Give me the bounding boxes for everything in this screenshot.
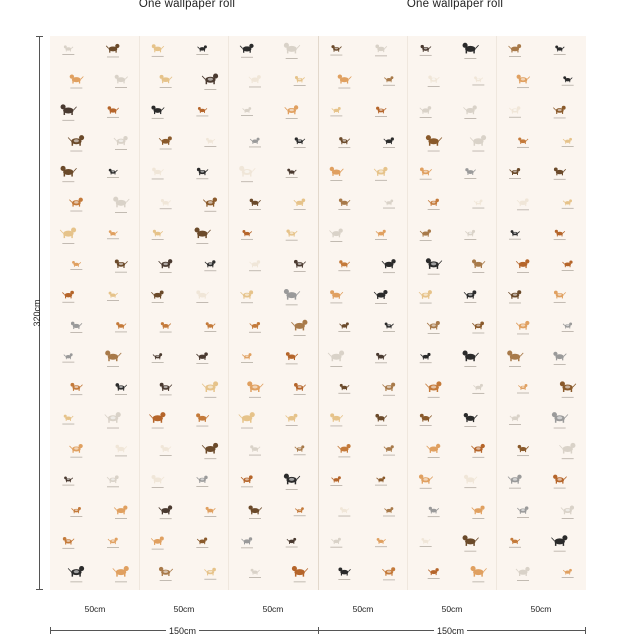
dog-illustration xyxy=(64,476,73,482)
dog-illustration xyxy=(250,138,259,144)
dog-illustration xyxy=(251,569,260,575)
dog-illustration xyxy=(287,538,296,544)
dog-illustration xyxy=(518,137,528,144)
dog-illustration xyxy=(507,351,523,362)
dog-illustration xyxy=(554,291,566,299)
dog-illustration xyxy=(560,381,576,392)
dog-illustration xyxy=(197,476,208,483)
dog-illustration xyxy=(202,381,218,392)
panel-width-label: 50cm xyxy=(173,604,195,614)
dog-illustration xyxy=(375,45,386,53)
dog-illustration xyxy=(376,353,386,360)
dog-illustration xyxy=(429,507,439,514)
dog-illustration xyxy=(382,567,395,575)
dog-illustration xyxy=(421,45,431,52)
dog-illustration xyxy=(377,476,386,482)
roll-width-tick xyxy=(50,627,51,634)
dog-illustration xyxy=(428,568,439,575)
dog-illustration xyxy=(64,415,73,421)
dog-illustration xyxy=(561,506,574,515)
dog-illustration xyxy=(419,290,432,299)
roll-title-right: One wallpaper roll xyxy=(406,0,504,10)
dog-illustration xyxy=(240,44,254,53)
dog-illustration xyxy=(106,44,119,53)
dog-illustration xyxy=(553,106,565,114)
dog-illustration xyxy=(196,352,207,360)
dog-illustration xyxy=(464,290,476,298)
dog-illustration xyxy=(159,505,172,514)
dog-illustration xyxy=(196,290,208,298)
dog-illustration xyxy=(108,106,119,113)
dog-illustration xyxy=(61,104,77,115)
dog-illustration xyxy=(426,258,442,269)
dog-illustration xyxy=(295,137,305,144)
dog-illustration xyxy=(115,75,128,84)
dog-illustration xyxy=(205,260,216,267)
dog-illustration xyxy=(160,383,172,391)
wallpaper-preview xyxy=(50,36,586,590)
dog-illustration xyxy=(421,538,430,544)
dog-illustration xyxy=(60,227,76,238)
dog-illustration xyxy=(63,537,74,544)
dog-illustration xyxy=(374,290,387,299)
dog-illustration xyxy=(64,45,73,51)
dog-illustration xyxy=(108,538,118,545)
dog-illustration xyxy=(516,259,529,268)
dog-illustration xyxy=(71,507,80,513)
dog-illustration xyxy=(420,229,431,236)
dog-illustration xyxy=(384,137,394,144)
dog-illustration xyxy=(151,106,164,114)
dog-illustration xyxy=(377,538,386,544)
panel-divider xyxy=(139,36,140,590)
dog-illustration xyxy=(250,322,260,329)
dog-illustration xyxy=(508,475,522,484)
dog-illustration xyxy=(105,351,121,362)
dog-illustration xyxy=(518,445,529,452)
roll-title-left: One wallpaper roll xyxy=(138,0,236,10)
dog-illustration xyxy=(510,168,521,175)
dog-illustration xyxy=(159,136,172,144)
dog-illustration xyxy=(553,352,566,361)
dog-illustration xyxy=(151,537,164,545)
dog-illustration xyxy=(470,135,486,146)
dog-illustration xyxy=(471,566,487,577)
dog-illustration xyxy=(295,445,305,451)
dog-illustration xyxy=(206,507,216,513)
dog-illustration xyxy=(109,230,118,236)
dog-illustration xyxy=(554,168,566,176)
dog-illustration xyxy=(203,198,217,207)
dog-illustration xyxy=(294,383,306,391)
roll-width-label-right: 150cm xyxy=(434,626,467,636)
dog-illustration xyxy=(195,227,211,238)
dog-illustration xyxy=(563,322,572,328)
dog-illustration xyxy=(332,107,341,113)
dog-illustration xyxy=(153,230,163,237)
dog-illustration xyxy=(161,322,171,329)
dog-illustration xyxy=(161,199,171,206)
dog-illustration xyxy=(427,444,441,453)
dog-illustration xyxy=(331,45,341,52)
dog-illustration xyxy=(206,138,215,144)
dog-illustration xyxy=(107,475,119,483)
dog-illustration xyxy=(428,199,439,206)
dog-illustration xyxy=(330,167,344,176)
dog-illustration xyxy=(339,199,350,206)
dog-illustration xyxy=(250,260,261,267)
dog-illustration xyxy=(285,105,299,114)
dog-illustration xyxy=(161,445,171,452)
dog-illustration xyxy=(517,75,530,84)
dog-illustration xyxy=(71,322,82,329)
dog-illustration xyxy=(250,199,261,206)
dog-illustration xyxy=(340,322,349,328)
dog-illustration xyxy=(518,384,527,390)
dog-illustration xyxy=(243,107,252,113)
dog-illustration xyxy=(553,475,567,484)
dog-illustration xyxy=(152,44,164,52)
dog-illustration xyxy=(152,168,163,176)
dog-illustration xyxy=(105,412,121,423)
dog-illustration xyxy=(510,538,520,544)
dog-illustration xyxy=(472,506,485,515)
dog-illustration xyxy=(376,107,386,114)
dog-illustration xyxy=(242,353,251,359)
dog-illustration xyxy=(71,383,83,391)
dog-illustration xyxy=(330,413,343,421)
dog-illustration xyxy=(332,476,341,482)
dog-illustration xyxy=(420,168,432,176)
dog-illustration xyxy=(427,321,440,329)
dog-illustration xyxy=(113,197,129,208)
dog-illustration xyxy=(70,444,83,453)
dog-illustration xyxy=(330,290,343,299)
dog-illustration xyxy=(198,107,207,113)
dog-illustration xyxy=(151,290,163,298)
dog-illustration xyxy=(421,353,431,360)
dog-illustration xyxy=(340,384,349,390)
dog-illustration xyxy=(474,76,483,82)
dog-illustration xyxy=(247,381,263,392)
dog-illustration xyxy=(384,76,393,82)
panel-width-label: 50cm xyxy=(530,604,552,614)
dog-illustration xyxy=(517,506,528,513)
dog-illustration xyxy=(555,230,565,237)
dog-illustration xyxy=(428,75,439,82)
panel-width-label: 50cm xyxy=(262,604,284,614)
dog-illustration xyxy=(464,475,477,484)
roll-divider xyxy=(318,36,319,590)
dog-illustration xyxy=(159,567,173,576)
dog-illustration xyxy=(375,414,386,422)
dog-illustration xyxy=(508,290,521,299)
dog-illustration xyxy=(517,198,529,206)
dog-illustration xyxy=(295,76,305,82)
dog-illustration xyxy=(516,321,529,330)
dog-illustration xyxy=(69,198,82,207)
dog-illustration xyxy=(153,353,162,359)
dog-illustration xyxy=(338,444,351,453)
dog-illustration xyxy=(70,74,84,83)
dog-illustration xyxy=(249,505,262,514)
dog-illustration xyxy=(239,412,255,423)
dog-illustration xyxy=(113,566,129,577)
dog-illustration xyxy=(114,136,128,145)
dog-illustration xyxy=(284,43,300,54)
height-dimension-tick xyxy=(36,589,43,590)
dog-illustration xyxy=(197,538,207,545)
dog-illustration xyxy=(250,445,260,452)
dog-illustration xyxy=(516,567,530,576)
dog-illustration xyxy=(338,74,352,83)
panel-width-label: 50cm xyxy=(84,604,106,614)
dog-illustration xyxy=(340,507,349,513)
dog-illustration xyxy=(329,228,342,237)
dog-illustration xyxy=(511,230,520,236)
dog-illustration xyxy=(465,168,475,175)
panel-width-label: 50cm xyxy=(441,604,463,614)
dog-illustration xyxy=(419,475,433,484)
dog-illustration xyxy=(339,260,350,267)
dog-illustration xyxy=(551,535,567,546)
dog-illustration xyxy=(294,198,305,206)
dog-illustration xyxy=(116,322,126,329)
dog-illustration xyxy=(197,45,206,51)
dog-illustration xyxy=(562,260,572,267)
dog-illustration xyxy=(463,43,479,54)
dog-illustration xyxy=(291,320,307,331)
dog-illustration xyxy=(68,135,84,146)
dog-illustration xyxy=(286,229,297,236)
dog-illustration xyxy=(563,569,572,575)
dog-illustration xyxy=(116,383,127,390)
dog-illustration xyxy=(109,292,118,298)
dog-illustration xyxy=(152,475,165,483)
dog-illustration xyxy=(563,199,572,205)
dog-illustration xyxy=(241,290,254,298)
dog-illustration xyxy=(159,259,173,268)
dog-illustration xyxy=(474,200,483,206)
dog-illustration xyxy=(463,535,479,546)
dog-illustration xyxy=(72,261,81,267)
dog-illustration xyxy=(109,169,118,175)
dog-illustration xyxy=(471,444,484,453)
dog-illustration xyxy=(160,75,173,83)
dog-illustration xyxy=(115,259,128,267)
dog-illustration xyxy=(204,568,216,576)
dog-illustration xyxy=(292,566,308,577)
dog-illustration xyxy=(509,44,522,52)
dog-illustration xyxy=(115,445,126,453)
dog-illustration xyxy=(472,259,485,268)
dog-illustration xyxy=(331,538,340,544)
dog-illustration xyxy=(563,138,572,144)
dog-illustration xyxy=(249,75,261,83)
dog-illustration xyxy=(294,260,306,268)
dog-illustration xyxy=(284,474,300,485)
dog-illustration xyxy=(382,383,395,391)
dog-illustration xyxy=(61,166,77,177)
dog-illustration xyxy=(552,412,568,423)
dog-illustration xyxy=(328,351,344,362)
dog-illustration xyxy=(555,45,564,51)
dog-illustration xyxy=(68,566,84,577)
dog-illustration xyxy=(425,381,441,392)
dog-illustration xyxy=(64,353,73,359)
dog-illustration xyxy=(284,289,300,300)
dog-illustration xyxy=(384,507,393,513)
dog-illustration xyxy=(420,414,432,422)
dog-illustration xyxy=(463,105,476,114)
dog-illustration xyxy=(420,106,431,114)
dog-illustration xyxy=(472,321,484,329)
dog-illustration xyxy=(464,413,478,422)
dog-illustration xyxy=(202,74,218,85)
dog-illustration xyxy=(559,443,575,454)
dog-illustration xyxy=(295,507,304,513)
dog-illustration xyxy=(338,568,350,576)
dog-illustration xyxy=(241,475,253,483)
dog-illustration xyxy=(197,168,208,175)
dog-illustration xyxy=(241,537,252,544)
roll-width-label-left: 150cm xyxy=(166,626,199,636)
dog-illustration xyxy=(376,230,386,237)
dog-illustration xyxy=(510,414,520,421)
roll-width-tick xyxy=(585,627,586,634)
dog-illustration xyxy=(202,443,218,454)
dog-illustration xyxy=(385,323,394,329)
dog-illustration xyxy=(196,413,209,421)
dog-illustration xyxy=(509,106,520,113)
height-dimension-tick xyxy=(36,36,43,37)
dog-illustration xyxy=(563,76,572,82)
dog-illustration xyxy=(287,169,296,175)
dog-illustration xyxy=(286,414,298,422)
dog-illustration xyxy=(339,137,350,144)
dog-illustration xyxy=(239,166,255,177)
panel-divider xyxy=(407,36,408,590)
dog-illustration xyxy=(206,322,216,328)
panel-divider xyxy=(496,36,497,590)
dog-illustration xyxy=(465,230,475,236)
dog-illustration xyxy=(114,506,127,515)
panel-width-label: 50cm xyxy=(352,604,374,614)
dog-illustration xyxy=(384,445,394,452)
dog-illustration xyxy=(473,384,483,390)
dog-illustration xyxy=(242,230,251,236)
dog-illustration xyxy=(62,291,74,299)
dog-illustration xyxy=(374,167,387,176)
panel-divider xyxy=(228,36,229,590)
dog-illustration xyxy=(426,135,442,146)
dog-illustration xyxy=(463,351,479,362)
dog-illustration xyxy=(286,352,298,360)
dog-illustration xyxy=(149,412,165,423)
height-label: 320cm xyxy=(32,299,42,327)
dog-illustration xyxy=(385,200,394,206)
roll-width-tick xyxy=(318,627,319,634)
dog-illustration xyxy=(382,259,396,268)
